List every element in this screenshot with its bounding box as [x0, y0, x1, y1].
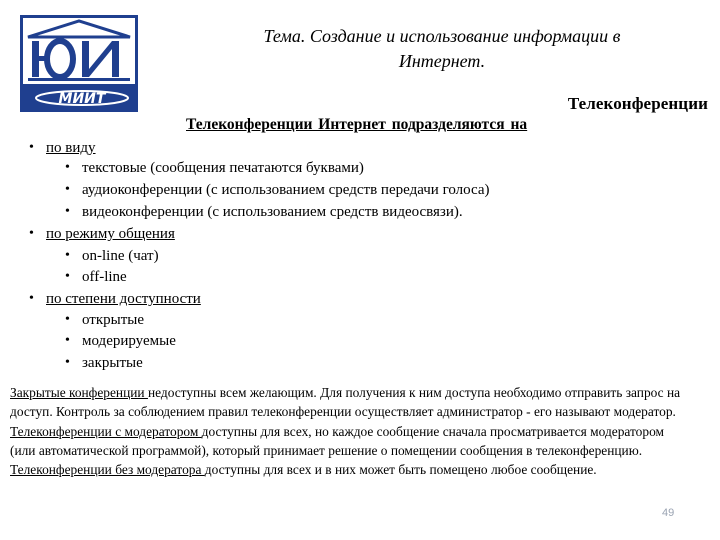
- group-item: • по степени доступности: [29, 291, 201, 307]
- term: Телеконференции без модератора: [10, 462, 205, 478]
- list-item: • открытые: [65, 312, 145, 328]
- list-item: • модерируемые: [65, 333, 176, 349]
- list-heading: Телеконференции Интернет подразделяются на: [186, 116, 528, 133]
- topic-line-1: Тема. Создание и использование информации в: [263, 26, 621, 46]
- bullet-icon: •: [65, 182, 70, 197]
- bullet-icon: •: [29, 140, 34, 155]
- list-item: • закрытые: [65, 355, 143, 371]
- term: Закрытые конференции: [10, 385, 148, 400]
- group-item: • по виду: [29, 140, 96, 156]
- explanation-text: [10, 383, 690, 479]
- paragraph-moderated: Телеконференции с модератором доступны для всех, но каждое сообщение сначала просматривается модератором (или автоматической программой), который принимает решение о помещении сообщения в телеконференцию.: [10, 423, 664, 458]
- miit-logo: [20, 15, 138, 112]
- page-number: 49: [662, 507, 675, 519]
- list-item: • on-line (чат): [65, 248, 159, 264]
- list-item: • текстовые (сообщения печатаются буквами): [65, 160, 364, 176]
- paragraph-closed: Закрытые конференции недоступны всем желающим. Для получения к ним доступа необходимо отправить запрос на доступ. Контроль за соблюдением правил телеконференции осуществляет администратор - его называют модератор.: [10, 385, 681, 420]
- bullet-icon: •: [65, 355, 70, 370]
- logo-wordmark: МИИТ: [58, 91, 106, 107]
- topic-line-2: Интернет.: [398, 51, 486, 71]
- bullet-icon: •: [65, 160, 70, 175]
- bullet-icon: •: [65, 312, 70, 327]
- bullet-icon: •: [65, 333, 70, 348]
- term: Телеконференции с модератором: [10, 423, 202, 439]
- bullet-icon: •: [29, 226, 34, 241]
- slide-topic: [200, 24, 684, 74]
- list-item: • аудиоконференции (с использованием средств передачи голоса): [65, 182, 490, 198]
- bullet-icon: •: [65, 248, 70, 263]
- list-item: • off-line: [65, 269, 127, 285]
- list-item: • видеоконференции (с использованием средств видеосвязи).: [65, 204, 463, 220]
- bullet-icon: •: [65, 204, 70, 219]
- bullet-icon: •: [29, 291, 34, 306]
- section-title: Телеконференции: [567, 94, 708, 113]
- bullet-icon: •: [65, 269, 70, 284]
- paragraph-unmoderated: Телеконференции без модератора доступны для всех и в них может быть помещено любое сообщение.: [10, 462, 597, 478]
- group-item: • по режиму общения: [29, 226, 175, 242]
